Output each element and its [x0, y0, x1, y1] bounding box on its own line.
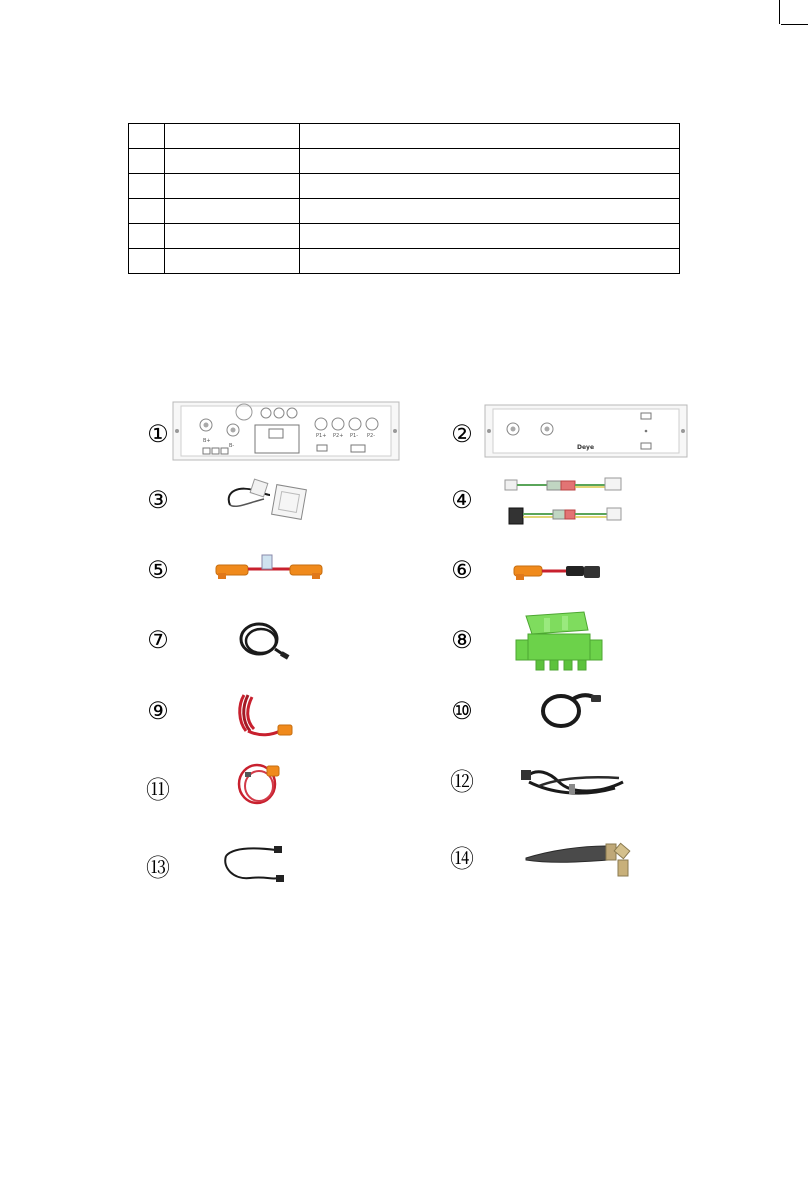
item-number-1: ①	[147, 420, 169, 448]
table-cell	[129, 174, 165, 199]
item-number-14: ⑭	[450, 845, 474, 873]
panel-label-p2minus: P2-	[367, 433, 376, 439]
item-number-7: ⑦	[147, 626, 169, 654]
orange-parallel-cable-icon	[214, 551, 326, 583]
accessory-table	[128, 123, 680, 274]
table-cell	[165, 124, 300, 149]
table-cell	[129, 199, 165, 224]
table-cell	[165, 199, 300, 224]
black-network-cable-icon	[519, 764, 631, 802]
table-cell	[300, 199, 680, 224]
item-number-11: ⑪	[146, 776, 170, 804]
table-row	[129, 174, 680, 199]
thin-black-cable-icon	[220, 838, 286, 886]
item-number-5: ⑤	[147, 556, 169, 584]
green-terminal-connector-icon	[514, 610, 604, 674]
item-number-2: ②	[451, 420, 473, 448]
table-cell	[300, 174, 680, 199]
bms-cable-icon	[222, 473, 312, 525]
item-number-4: ④	[451, 486, 473, 514]
table-cell	[129, 224, 165, 249]
table-row	[129, 224, 680, 249]
brand-label: Deye	[577, 444, 595, 451]
table-cell	[165, 224, 300, 249]
table-cell	[300, 124, 680, 149]
table-row	[129, 249, 680, 274]
table-cell	[129, 249, 165, 274]
crop-mark-horizontal	[781, 24, 808, 25]
item-number-12: ⑫	[450, 768, 474, 796]
panel-label-bminus: B-	[229, 443, 235, 449]
table-row	[129, 199, 680, 224]
communication-cable-pair-icon	[503, 472, 633, 532]
red-power-cable-icon	[234, 691, 296, 741]
crop-mark-vertical	[779, 0, 780, 24]
item-number-8: ⑧	[451, 626, 473, 654]
table-cell	[165, 174, 300, 199]
item-number-10: ⑩	[451, 697, 473, 725]
red-orange-cable-icon	[231, 760, 289, 808]
item-number-6: ⑥	[451, 556, 473, 584]
table-cell	[129, 149, 165, 174]
battery-front-panel-icon	[173, 401, 399, 461]
panel-label-p1minus: P1-	[350, 433, 359, 439]
table-cell	[300, 224, 680, 249]
table-row	[129, 124, 680, 149]
panel-label-p2plus: P2+	[333, 433, 344, 439]
panel-label-p1plus: P1+	[316, 433, 327, 439]
short-orange-cable-icon	[512, 560, 604, 586]
table-cell	[300, 149, 680, 174]
panel-label-bplus: B+	[203, 438, 211, 444]
table-cell	[300, 249, 680, 274]
table-cell	[129, 124, 165, 149]
item-number-13: ⑬	[146, 854, 170, 882]
black-power-cable-icon	[537, 687, 603, 731]
item-number-9: ⑨	[147, 697, 169, 725]
antenna-icon	[522, 840, 634, 882]
item-number-3: ③	[147, 486, 169, 514]
battery-rear-panel-icon	[485, 405, 687, 457]
black-coiled-cable-icon	[235, 617, 293, 663]
table-row	[129, 149, 680, 174]
table-cell	[165, 249, 300, 274]
table-cell	[165, 149, 300, 174]
